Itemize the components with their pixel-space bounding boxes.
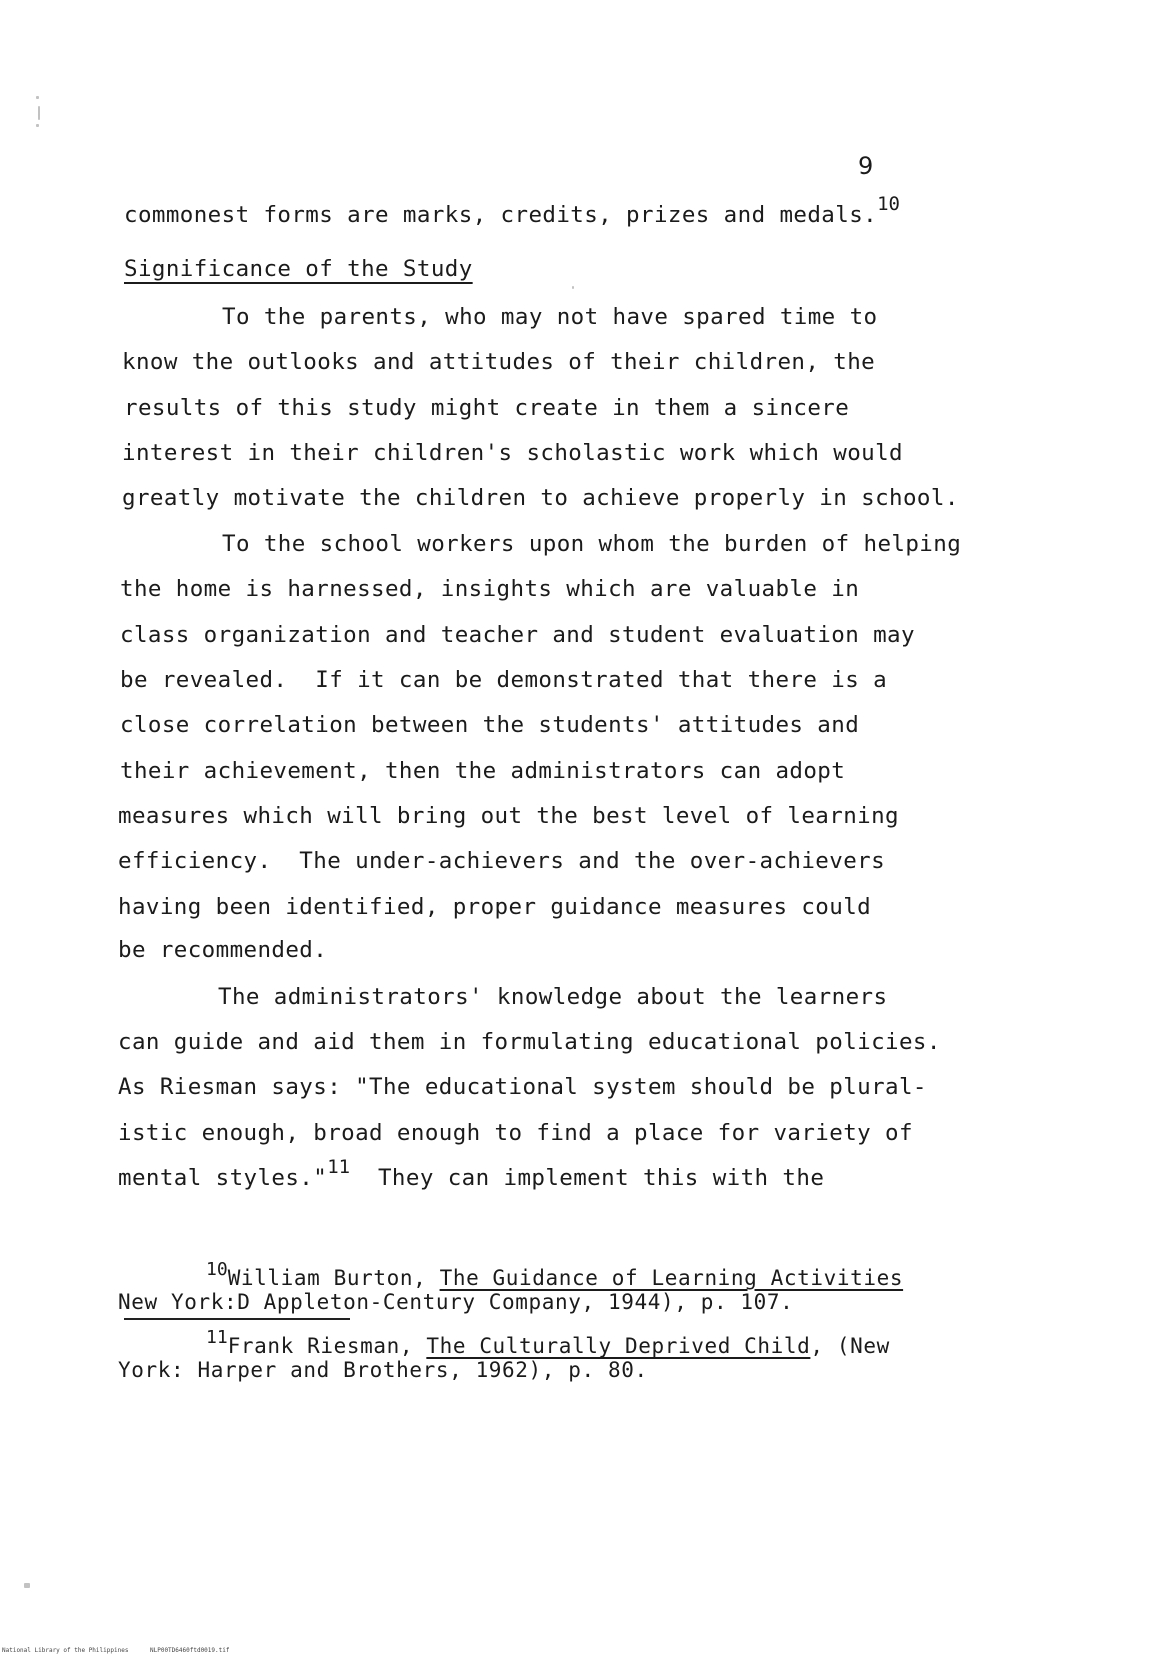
- footnote-book-title: The Culturally Deprived Child: [426, 1334, 811, 1358]
- paragraph-line: be revealed. If it can be demonstrated that there is a: [120, 667, 888, 693]
- footnote-11-continuation: York: Harper and Brothers, 1962), p. 80.: [118, 1358, 648, 1382]
- paragraph-line: results of this study might create in them a sincere: [124, 395, 850, 421]
- scan-speck: [38, 106, 40, 120]
- footnote-10-continuation: New York:D Appleton-Century Company, 1944), p. 107.: [118, 1290, 794, 1314]
- paragraph-line: As Riesman says: "The educational system should be plural-: [118, 1074, 927, 1100]
- scan-speck: [24, 1583, 30, 1588]
- text-line: [124, 193, 900, 228]
- paragraph-line: be recommended.: [118, 937, 328, 963]
- footnote-number: 10: [206, 1259, 228, 1280]
- paragraph-line: know the outlooks and attitudes of their children, the: [122, 349, 876, 375]
- text-line: [118, 1156, 825, 1191]
- footnote-11: [206, 1327, 890, 1358]
- footnote-text: , (New: [810, 1334, 890, 1358]
- paragraph-line: The administrators' knowledge about the learners: [218, 984, 888, 1010]
- paragraph-line: having been identified, proper guidance measures could: [118, 894, 872, 920]
- footnote-separator: [124, 1318, 350, 1320]
- scan-speck: [36, 124, 39, 127]
- footnote-reference: 10: [877, 193, 900, 215]
- footnote-book-title: The Guidance of Learning Activities: [439, 1266, 904, 1290]
- footer-file-id: NLP00TD6460ftd0019.tif: [150, 1647, 230, 1654]
- paragraph-line: the home is harnessed, insights which are valuable in: [120, 576, 860, 602]
- paragraph-line: can guide and aid them in formulating educational policies.: [118, 1029, 941, 1055]
- footer-library-label: National Library of the Philippines: [2, 1647, 129, 1654]
- paragraph-line: class organization and teacher and student evaluation may: [120, 622, 915, 648]
- text-line-body: They can implement this with the: [350, 1165, 825, 1191]
- footnote-number: 11: [206, 1327, 228, 1348]
- footnote-10: [206, 1259, 904, 1290]
- text-line-body: commonest forms are marks, credits, prizes and medals.: [124, 202, 878, 228]
- footnote-reference: 11: [327, 1156, 351, 1178]
- paragraph-line: measures which will bring out the best level of learning: [118, 803, 899, 829]
- footnote-text: Frank Riesman,: [227, 1334, 427, 1358]
- paragraph-line: close correlation between the students' attitudes and: [120, 712, 860, 738]
- scan-speck: [36, 96, 39, 99]
- paragraph-line: their achievement, then the administrators can adopt: [120, 758, 846, 784]
- paragraph-line: To the parents, who may not have spared time to: [222, 304, 878, 330]
- paragraph-line: greatly motivate the children to achieve properly in school.: [122, 485, 959, 511]
- paragraph-line: To the school workers upon whom the burden of helping: [222, 531, 962, 557]
- scan-speck: [572, 286, 574, 289]
- section-heading: Significance of the Study: [124, 256, 473, 282]
- page-number: 9: [858, 152, 874, 180]
- footnote-text: William Burton,: [227, 1266, 440, 1290]
- paragraph-line: efficiency. The under-achievers and the over-achievers: [118, 848, 886, 874]
- text-line-body: mental styles.": [118, 1165, 328, 1191]
- paragraph-line: istic enough, broad enough to find a place for variety of: [118, 1120, 913, 1146]
- paragraph-line: interest in their children's scholastic work which would: [122, 440, 903, 466]
